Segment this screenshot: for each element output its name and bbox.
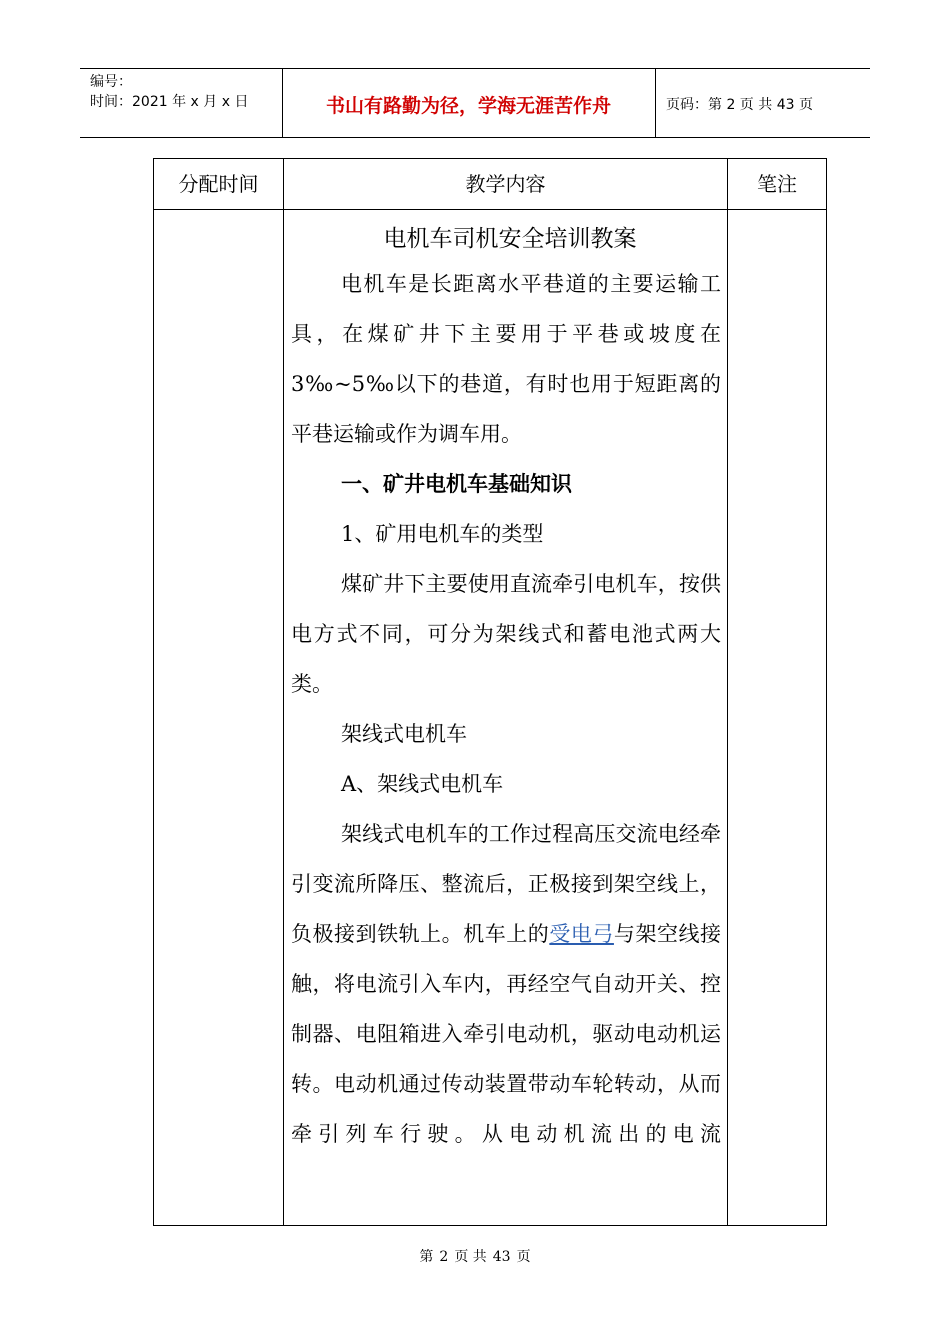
- process-paragraph: [291, 809, 721, 1159]
- footer-page-number: 2: [439, 1249, 449, 1265]
- time-label: 时间：2021 年 x 月 x 日: [90, 94, 249, 110]
- subsection-heading: 1、矿用电机车的类型: [341, 522, 544, 546]
- section-heading: 一、矿井电机车基础知识: [341, 471, 572, 496]
- header-meta: [90, 72, 248, 112]
- process-text-end: 与架空线接触，将电流引入车内，再经空气自动开关、控制器、电阻箱进入牵引电动机，驱动电动机运转。电动机通过传动装置带动车轮转动，从而牵引列车行驶。从电动机流出的电流: [291, 922, 722, 1146]
- types-paragraph: 煤矿井下主要使用直流牵引电机车，按供电方式不同，可分为架线式和蓄电池式两大类。: [291, 572, 721, 696]
- column-header-time: 分配时间: [178, 172, 259, 196]
- pantograph-link[interactable]: 受电弓: [549, 922, 614, 946]
- lesson-table: [153, 158, 827, 1226]
- column-divider: [727, 159, 728, 1225]
- footer-middle: 页 共: [454, 1249, 487, 1265]
- footer-prefix: 第: [419, 1249, 434, 1265]
- header-page-info: 页码：第 2 页 共 43 页: [666, 97, 813, 113]
- lesson-content: [291, 219, 721, 1159]
- document-title: 电机车司机安全培训教案: [383, 226, 637, 252]
- page-footer: [0, 1246, 950, 1266]
- item-subheading: A、架线式电机车: [341, 772, 504, 796]
- code-label: 编号：: [90, 74, 132, 90]
- item-heading: 架线式电机车: [341, 722, 467, 746]
- intro-paragraph: 电机车是长距离水平巷道的主要运输工具，在煤矿井下主要用于平巷或坡度在 3‰~5‰以下的巷道，有时也用于短距离的平巷运输或作为调车用。: [291, 272, 721, 446]
- header-row-divider: [154, 209, 826, 210]
- footer-total-pages: 43: [492, 1249, 511, 1265]
- page-header: [80, 68, 870, 138]
- column-header-content: 教学内容: [465, 172, 546, 196]
- footer-suffix: 页: [516, 1249, 531, 1265]
- header-divider: [655, 69, 656, 137]
- column-header-notes: 笔注: [757, 172, 797, 196]
- process-text-start: 架线式电机车的工作过程高压交流电经牵引变流所降压、整流后，正极接到架空线上，负极接到铁轨上。机车上的: [291, 822, 721, 946]
- header-motto: 书山有路勤为径，学海无涯苦作舟: [325, 95, 611, 117]
- column-divider: [283, 159, 284, 1225]
